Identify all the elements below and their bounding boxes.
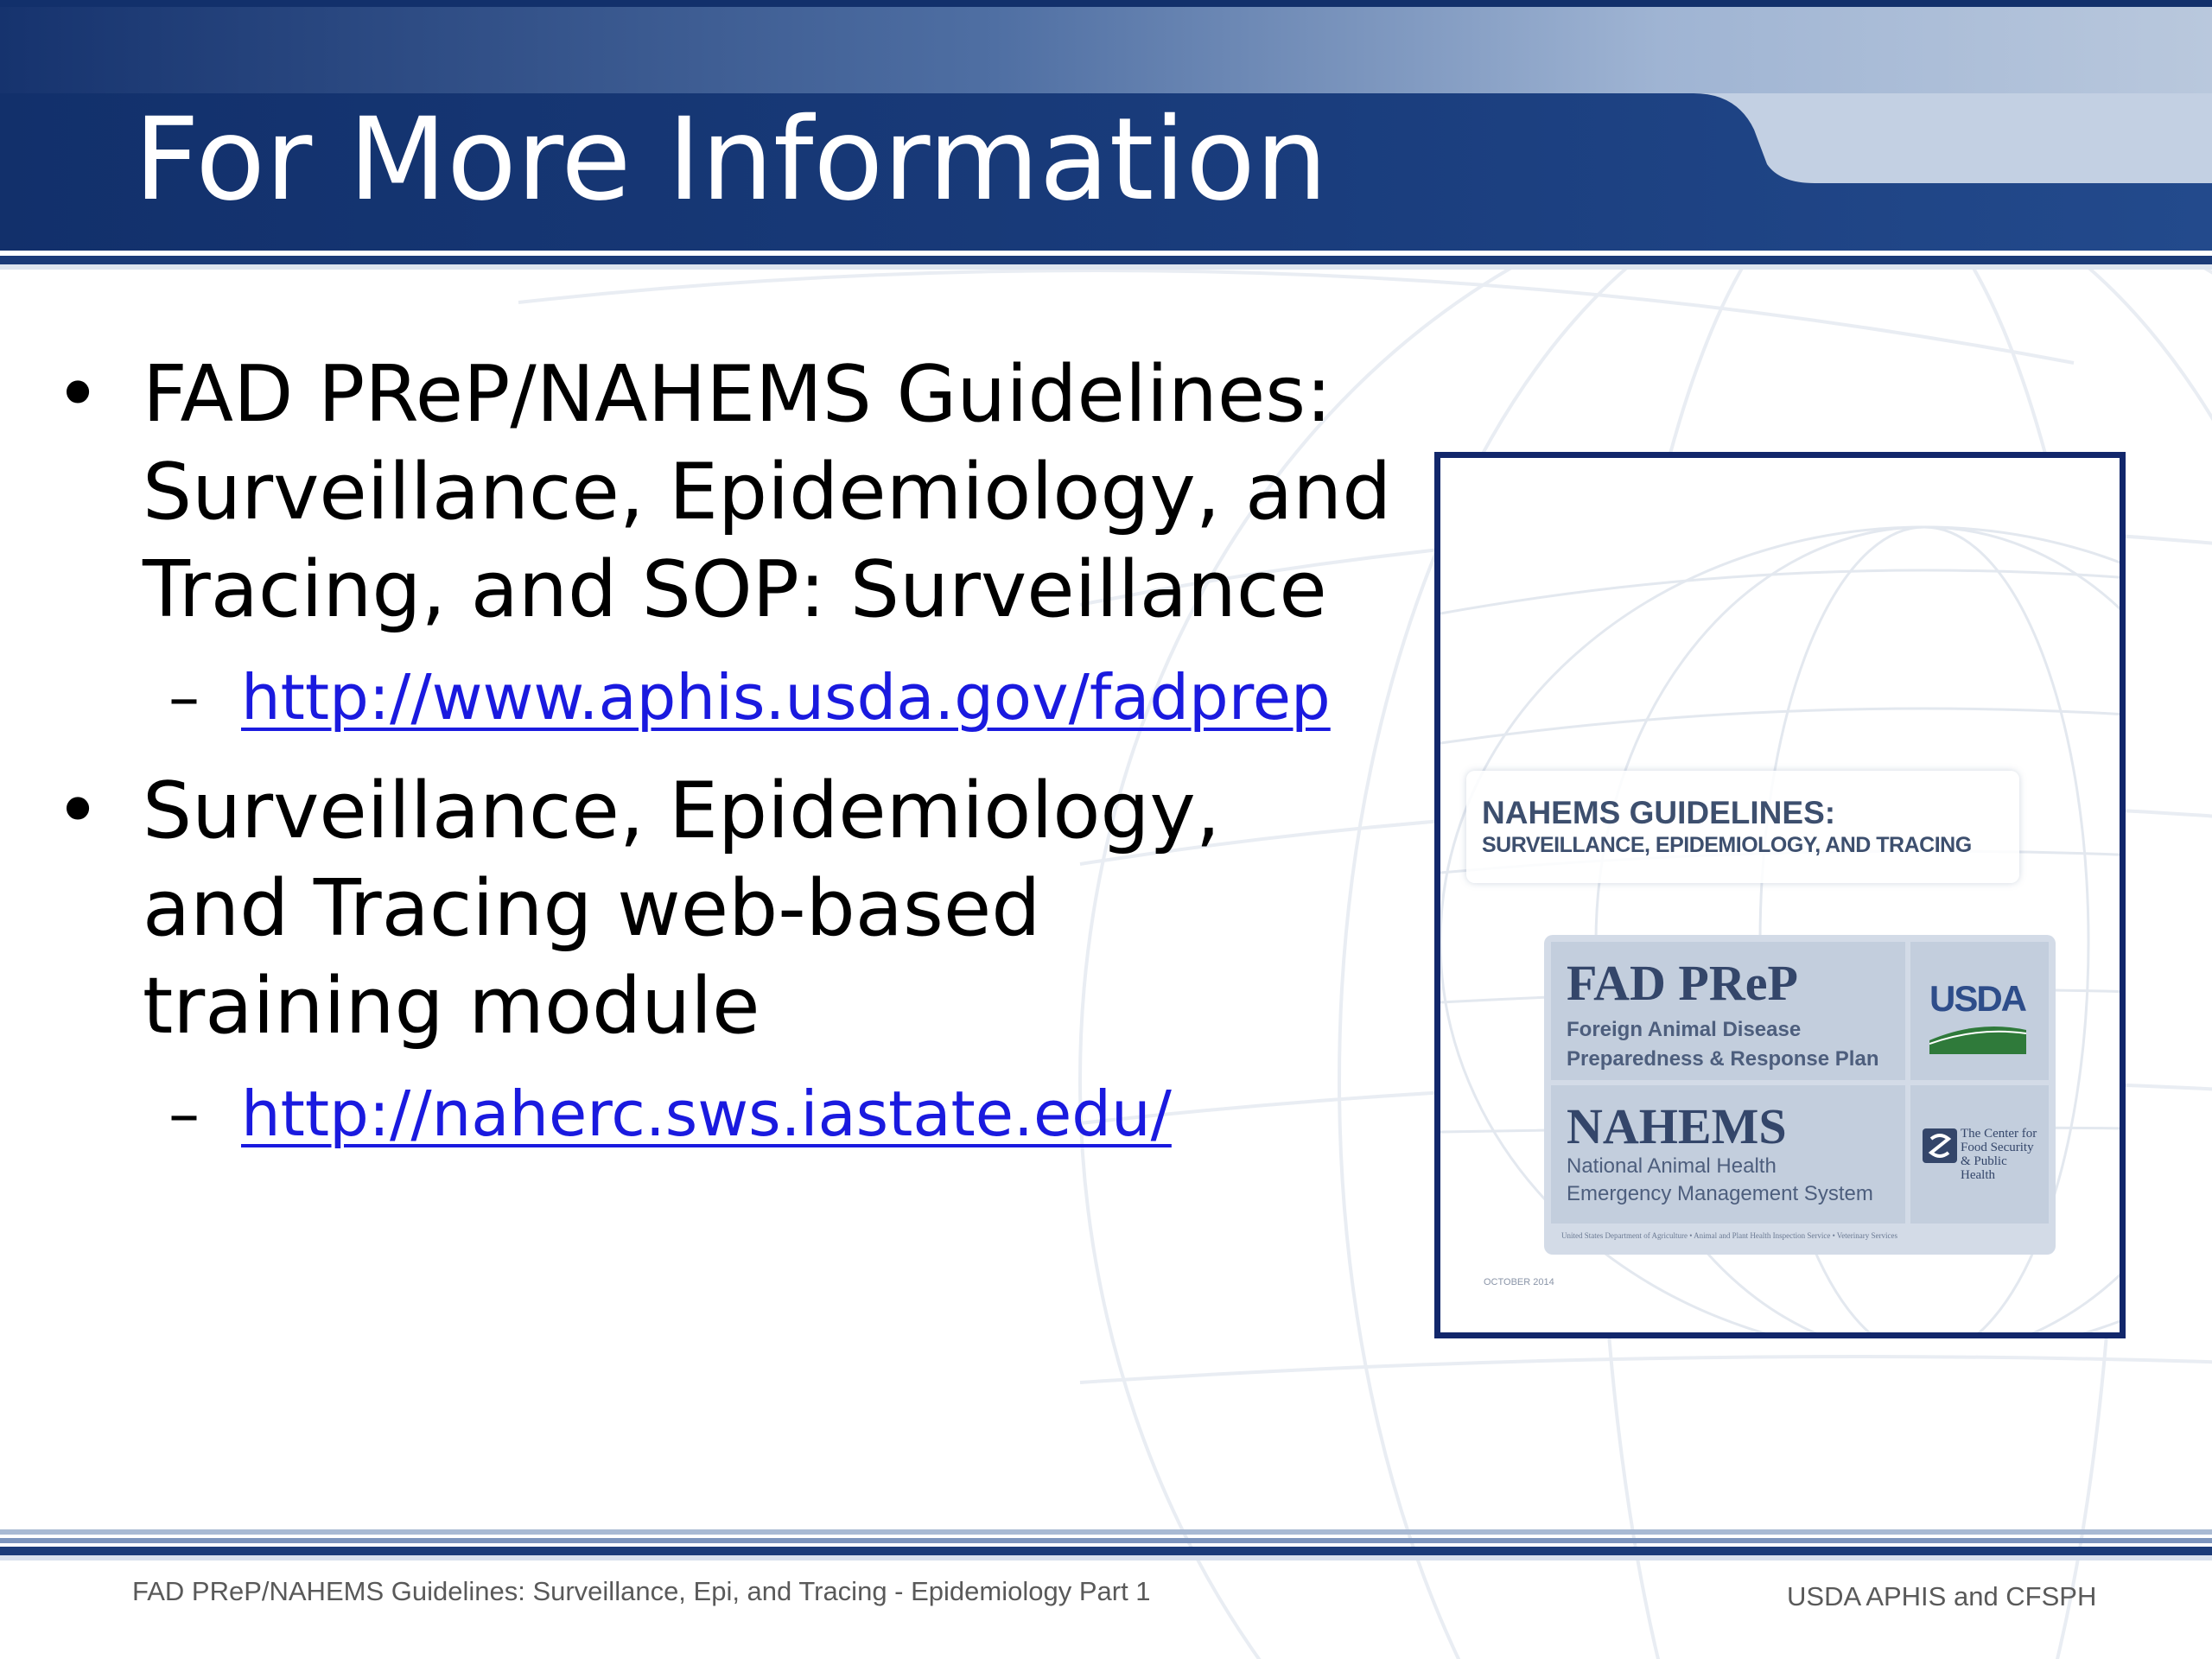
bullet-item-training-module — [52, 762, 1434, 1056]
fad-prep-line2: Preparedness & Response Plan — [1567, 1047, 1879, 1071]
sub-marker: – — [168, 661, 200, 734]
cover-title: NAHEMS GUIDELINES: — [1482, 795, 1836, 830]
cfsph-logo — [1910, 1085, 2049, 1224]
bullet-text: FAD PReP/NAHEMS Guidelines: Surveillance, Epidemiology, and Tracing, and SOP: Surveillance — [143, 349, 1392, 635]
footer-presentation-title: FAD PReP/NAHEMS Guidelines: Surveillance, Epi, and Tracing - Epidemiology Part 1 — [132, 1576, 1151, 1606]
cfsph-icon — [1923, 1128, 1957, 1163]
cover-title-box — [1466, 771, 2019, 883]
nahems-title: NAHEMS — [1567, 1098, 1787, 1154]
logo-panel — [1544, 935, 2056, 1255]
usda-swoosh-icon — [1929, 1021, 2026, 1054]
bullet-text: Surveillance, Epidemiology, and Tracing web-based training module — [143, 766, 1221, 1052]
guidelines-cover-image — [1434, 452, 2126, 1338]
fad-prep-title: FAD PReP — [1567, 955, 1798, 1011]
cover-subtitle: SURVEILLANCE, EPIDEMIOLOGY, AND TRACING — [1482, 833, 1972, 857]
usda-logo-text: USDA — [1929, 978, 2026, 1019]
fad-prep-line1: Foreign Animal Disease — [1567, 1018, 1802, 1041]
cover-agencies-line: United States Department of Agriculture • Animal and Plant Health Inspection Service • Veterinary Services — [1561, 1231, 1898, 1240]
title-banner — [0, 0, 2212, 270]
bullet-marker: • — [54, 349, 101, 440]
footer-organization: USDA APHIS and CFSPH — [1787, 1581, 2097, 1611]
fad-prep-logo — [1551, 942, 1905, 1080]
bullet-item-guidelines — [52, 346, 1434, 639]
cfsph-text: The Center for Food Security & Public Health — [1961, 1127, 2037, 1182]
footer-rule — [0, 1529, 2212, 1573]
slide-title: For More Information — [134, 93, 1328, 226]
usda-logo — [1910, 942, 2049, 1080]
nahems-logo — [1551, 1085, 1905, 1224]
nahems-line2: Emergency Management System — [1567, 1182, 1873, 1205]
aphis-fadprep-link[interactable]: http://www.aphis.usda.gov/fadprep — [241, 661, 1331, 734]
nahems-line1: National Animal Health — [1567, 1154, 1777, 1178]
naherc-link[interactable]: http://naherc.sws.iastate.edu/ — [241, 1077, 1172, 1150]
cover-date: OCTOBER 2014 — [1484, 1277, 1554, 1287]
bullet-marker: • — [54, 766, 101, 856]
sub-marker: – — [168, 1077, 200, 1150]
